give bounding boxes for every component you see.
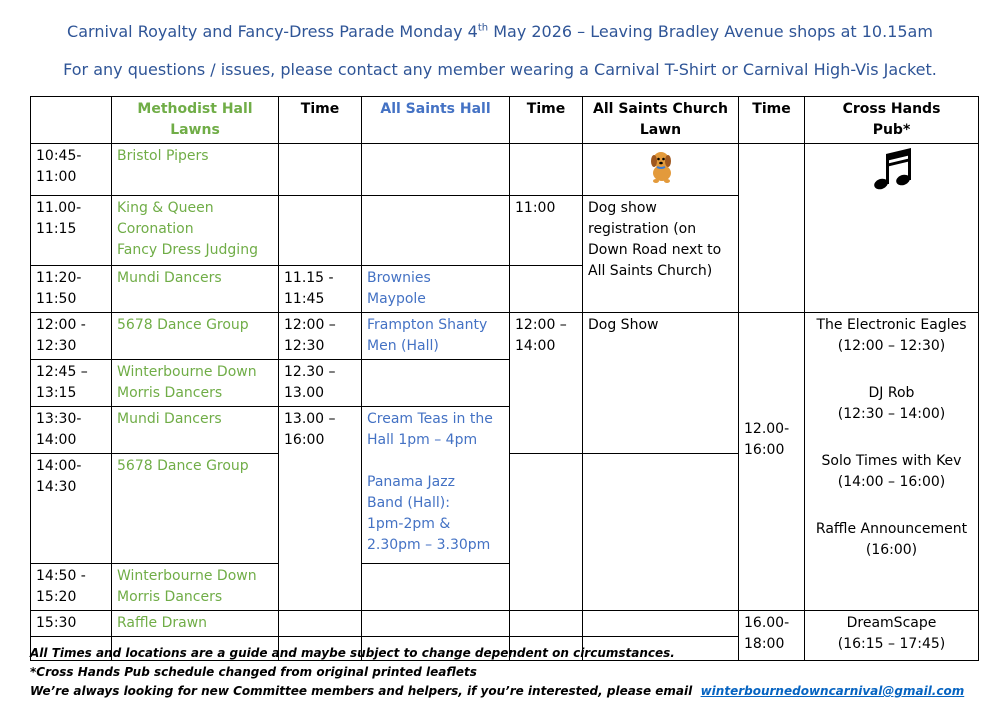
time2-cell <box>510 611 583 637</box>
header-all-saints-church: All Saints Church Lawn <box>583 97 739 144</box>
hall-cell <box>362 564 510 611</box>
heading-line-1-text-end: May 2026 – Leaving Bradley Avenue shops at 10.15am <box>488 22 933 41</box>
dog-icon <box>641 146 681 186</box>
note-guide: All Times and locations are a guide and maybe subject to change dependent on circumstances. <box>30 646 675 660</box>
note-committee-text: We’re always looking for new Committee members and helpers, if you’re interested, please email <box>30 684 693 698</box>
note-schedule-change: *Cross Hands Pub schedule changed from original printed leaflets <box>30 665 477 679</box>
hall-cell <box>362 196 510 266</box>
row-time: 14:50 - 15:20 <box>31 564 112 611</box>
time2-cell <box>510 266 583 313</box>
heading-line-2: For any questions / issues, please contact any member wearing a Carnival T-Shirt or Carnival High-Vis Jacket. <box>63 60 937 79</box>
row-time: 12:45 – 13:15 <box>31 360 112 407</box>
methodist-cell: 5678 Dance Group <box>112 454 279 564</box>
time1-cell <box>279 144 362 196</box>
row-time: 11.00- 11:15 <box>31 196 112 266</box>
pub-acts-cell: The Electronic Eagles (12:00 – 12:30) DJ Rob (12:30 – 14:00) Solo Times with Kev (14:00 – 16:00) Raffle Announcement (16:00) <box>805 313 979 611</box>
email-link[interactable]: winterbournedowncarnival@gmail.com <box>700 684 965 698</box>
methodist-cell: Mundi Dancers <box>112 407 279 454</box>
row-time: 13:30- 14:00 <box>31 407 112 454</box>
pub-icon-cell <box>805 144 979 313</box>
dreamscape-cell: DreamScape (16:15 – 17:45) <box>805 611 979 661</box>
church-icon-cell <box>583 144 739 196</box>
methodist-cell: Winterbourne Down Morris Dancers <box>112 564 279 611</box>
table-row <box>31 144 979 196</box>
table-row <box>31 611 979 637</box>
heading-line-1-sup: th <box>477 22 489 34</box>
church-time-cell: 11:00 <box>510 196 583 266</box>
church-cell <box>583 611 739 637</box>
header-time-3: Time <box>739 97 805 144</box>
row-time: 12:00 - 12:30 <box>31 313 112 360</box>
row-time: 10:45- 11:00 <box>31 144 112 196</box>
header-blank <box>31 97 112 144</box>
schedule-table <box>30 96 979 661</box>
hall-cell <box>362 360 510 407</box>
church-cell <box>583 454 739 611</box>
hall-cell: Brownies Maypole <box>362 266 510 313</box>
time1-cell: 12.30 – 13.00 <box>279 360 362 407</box>
methodist-cell: King & Queen Coronation Fancy Dress Judging <box>112 196 279 266</box>
header-time-2: Time <box>510 97 583 144</box>
methodist-cell: Raffle Drawn <box>112 611 279 637</box>
pub-time-cell-late: 16.00- 18:00 <box>739 611 805 661</box>
heading-line-1-text: Carnival Royalty and Fancy-Dress Parade Monday 4 <box>67 22 478 41</box>
table-row <box>31 313 979 360</box>
row-time: 11:20- 11:50 <box>31 266 112 313</box>
time1-cell <box>279 611 362 637</box>
methodist-cell: 5678 Dance Group <box>112 313 279 360</box>
time2-cell <box>510 454 583 611</box>
hall-cell: Frampton Shanty Men (Hall) <box>362 313 510 360</box>
dog-show-registration-cell: Dog show registration (on Down Road next to All Saints Church) <box>583 196 739 313</box>
header-all-saints-hall: All Saints Hall <box>362 97 510 144</box>
time1-cell: 11.15 - 11:45 <box>279 266 362 313</box>
time1-cell: 13.00 – 16:00 <box>279 407 362 611</box>
heading-line-1 <box>0 22 1000 41</box>
header-time-1: Time <box>279 97 362 144</box>
methodist-cell: Mundi Dancers <box>112 266 279 313</box>
methodist-cell: Winterbourne Down Morris Dancers <box>112 360 279 407</box>
header-cross-hands-pub: Cross Hands Pub* <box>805 97 979 144</box>
time1-cell <box>279 196 362 266</box>
methodist-cell: Bristol Pipers <box>112 144 279 196</box>
hall-cell: Cream Teas in the Hall 1pm – 4pm Panama Jazz Band (Hall): 1pm-2pm & 2.30pm – 3.30pm <box>362 407 510 564</box>
hall-cell <box>362 144 510 196</box>
row-time: 15:30 <box>31 611 112 637</box>
music-notes-icon <box>870 146 914 192</box>
pub-time-cell: 12.00- 16:00 <box>739 313 805 611</box>
time1-cell: 12:00 – 12:30 <box>279 313 362 360</box>
pub-time-cell-early <box>739 144 805 313</box>
header-row <box>31 97 979 144</box>
dog-show-cell: Dog Show <box>583 313 739 454</box>
hall-cell <box>362 611 510 637</box>
time2-cell <box>510 144 583 196</box>
row-time: 14:00- 14:30 <box>31 454 112 564</box>
header-methodist-hall: Methodist Hall Lawns <box>112 97 279 144</box>
church-time-cell: 12:00 – 14:00 <box>510 313 583 454</box>
note-committee <box>30 684 964 698</box>
